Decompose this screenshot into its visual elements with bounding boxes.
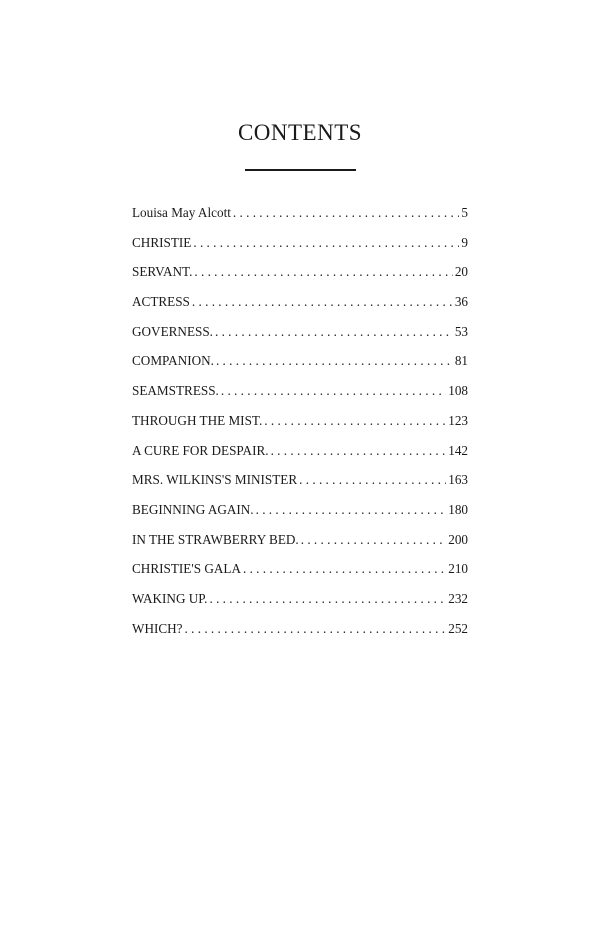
toc-entry bbox=[132, 413, 468, 443]
toc-entry-page-number: 53 bbox=[454, 323, 468, 339]
dot-leader bbox=[209, 591, 446, 607]
dot-leader bbox=[233, 205, 460, 221]
page-title: CONTENTS bbox=[237, 120, 363, 145]
toc-entry-title: SEAMSTRESS. bbox=[132, 383, 219, 399]
toc-entry-page-number: 163 bbox=[448, 472, 468, 488]
toc-entry bbox=[132, 502, 468, 532]
dot-leader bbox=[301, 532, 446, 548]
toc-entry-title: WAKING UP. bbox=[132, 590, 208, 606]
toc-entry-page-number: 123 bbox=[448, 412, 468, 428]
dot-leader bbox=[185, 621, 447, 637]
toc-entry bbox=[132, 264, 468, 294]
dot-leader bbox=[216, 353, 453, 369]
toc-entry-page-number: 232 bbox=[448, 590, 468, 606]
table-of-contents bbox=[132, 205, 468, 650]
dot-leader bbox=[299, 472, 446, 488]
toc-entry-title: MRS. WILKINS'S MINISTER bbox=[132, 472, 298, 488]
toc-entry-page-number: 5 bbox=[461, 205, 468, 220]
toc-entry-title: SERVANT. bbox=[132, 264, 193, 280]
dot-leader bbox=[215, 324, 453, 340]
toc-entry-page-number: 108 bbox=[448, 383, 468, 399]
toc-entry-title: IN THE STRAWBERRY BED. bbox=[132, 531, 299, 547]
toc-entry-title: COMPANION. bbox=[132, 353, 214, 369]
toc-entry-page-number: 9 bbox=[461, 234, 468, 250]
toc-entry bbox=[132, 324, 468, 354]
title-underline-rule bbox=[245, 169, 356, 171]
toc-entry-title: THROUGH THE MIST. bbox=[132, 412, 263, 428]
toc-entry bbox=[132, 383, 468, 413]
toc-entry bbox=[132, 294, 468, 324]
dot-leader bbox=[264, 413, 446, 429]
toc-entry bbox=[132, 443, 468, 473]
toc-entry-title: ACTRESS bbox=[132, 294, 190, 310]
toc-entry bbox=[132, 235, 468, 265]
dot-leader bbox=[192, 294, 453, 310]
toc-entry bbox=[132, 205, 468, 235]
toc-entry-page-number: 210 bbox=[448, 561, 468, 577]
toc-entry-title: CHRISTIE'S GALA bbox=[132, 561, 241, 577]
toc-entry-page-number: 200 bbox=[448, 531, 468, 547]
toc-entry-title: WHICH? bbox=[132, 620, 183, 636]
dot-leader bbox=[194, 264, 452, 280]
dot-leader bbox=[271, 443, 447, 459]
toc-entry-title: Louisa May Alcott bbox=[132, 205, 231, 220]
toc-entry-page-number: 142 bbox=[448, 442, 468, 458]
toc-entry-page-number: 20 bbox=[454, 264, 468, 280]
toc-entry-title: GOVERNESS. bbox=[132, 323, 213, 339]
toc-entry bbox=[132, 621, 468, 651]
toc-entry bbox=[132, 472, 468, 502]
toc-entry bbox=[132, 353, 468, 383]
toc-entry-title: A CURE FOR DESPAIR. bbox=[132, 442, 269, 458]
toc-entry-page-number: 180 bbox=[448, 501, 468, 517]
dot-leader bbox=[256, 502, 447, 518]
toc-entry-page-number: 252 bbox=[448, 620, 468, 636]
toc-entry bbox=[132, 532, 468, 562]
dot-leader bbox=[193, 235, 459, 251]
toc-entry bbox=[132, 591, 468, 621]
toc-entry-page-number: 36 bbox=[454, 294, 468, 310]
toc-entry-page-number: 81 bbox=[454, 353, 468, 369]
toc-entry bbox=[132, 561, 468, 591]
toc-entry-title: CHRISTIE bbox=[132, 234, 192, 250]
dot-leader bbox=[243, 561, 446, 577]
toc-entry-title: BEGINNING AGAIN. bbox=[132, 501, 254, 517]
dot-leader bbox=[221, 383, 446, 399]
